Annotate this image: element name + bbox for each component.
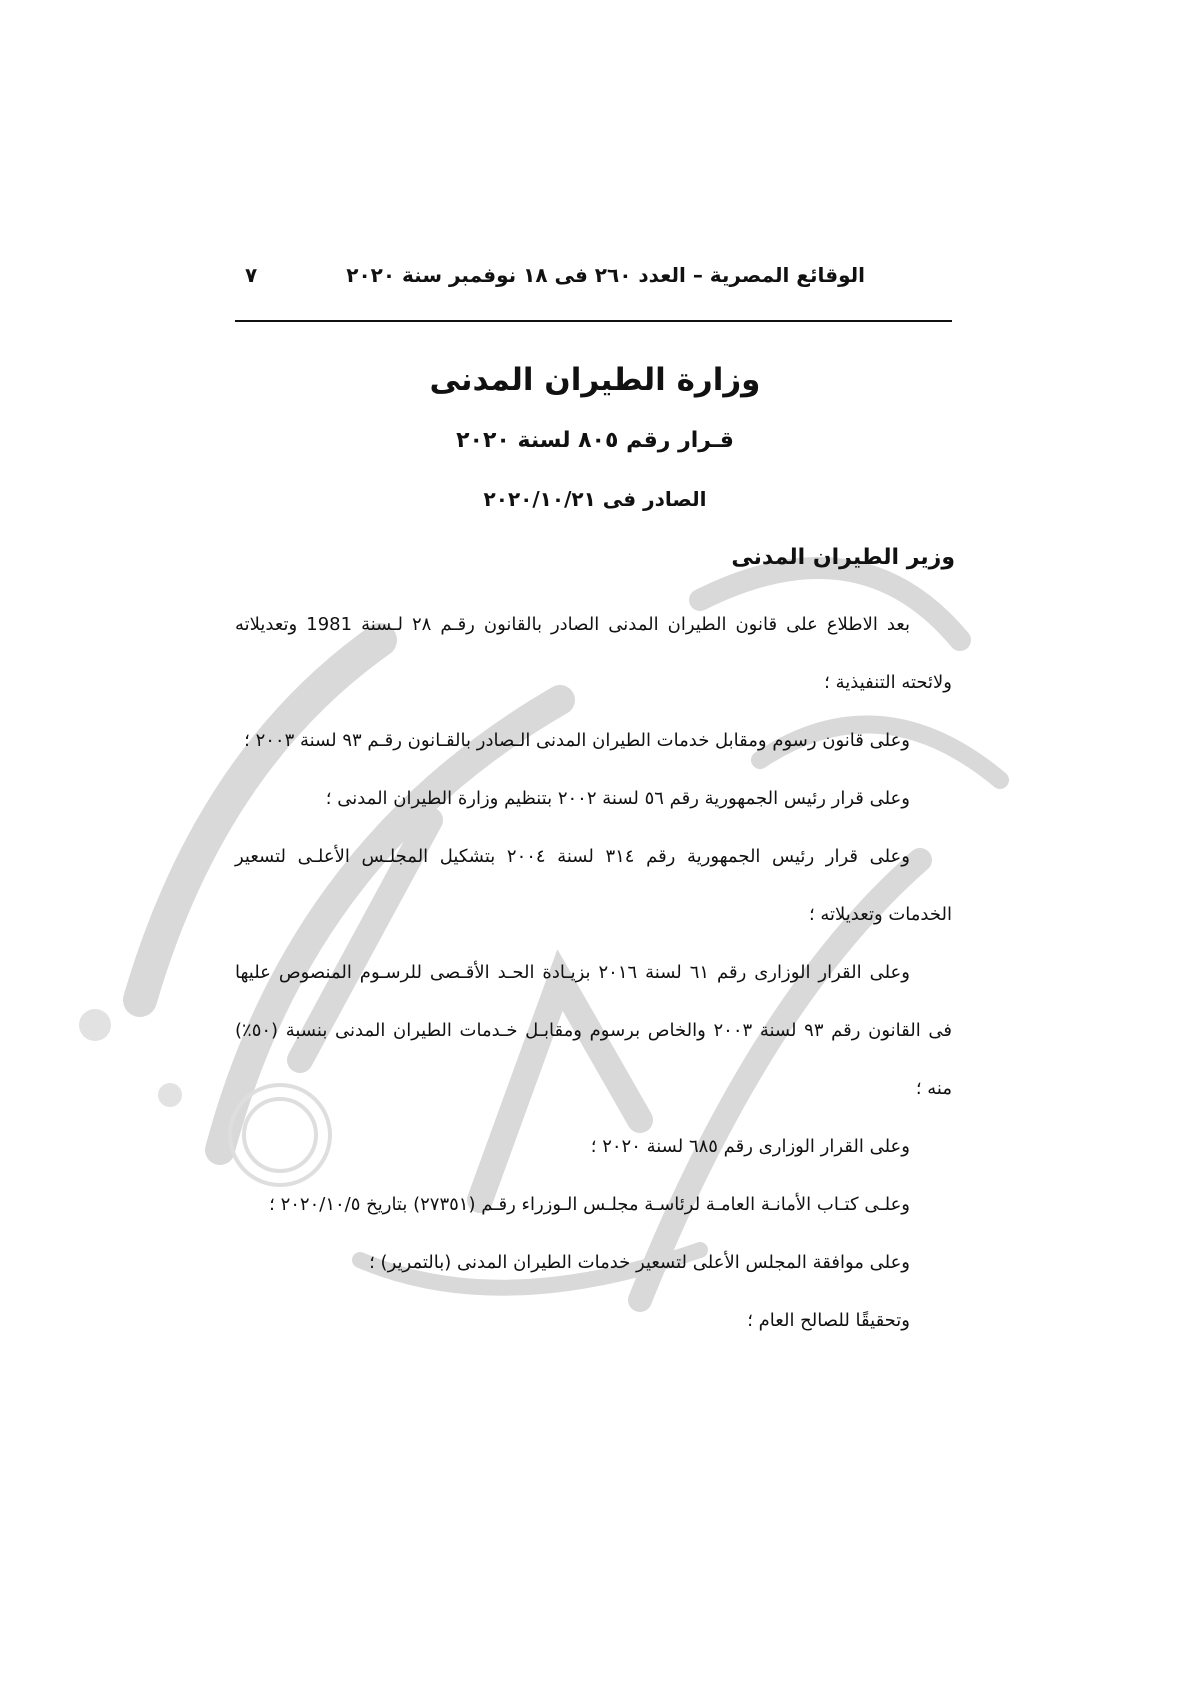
issue-date: الصادر فى ٢٠٢٠/١٠/٢١ [483,487,707,511]
paragraph: وعلى القرار الوزارى رقم ٦٨٥ لسنة ٢٠٢٠ ؛ [590,1136,910,1157]
gazette-header-text: الوقائع المصرية – العدد ٢٦٠ فى ١٨ نوفمبر سنة ٢٠٢٠ [346,263,865,287]
header-divider [235,320,952,322]
decree-number: قـرار رقم ٨٠٥ لسنة ٢٠٢٠ [456,428,734,453]
decree-preamble [235,596,952,1350]
page-number: ٧ [245,263,258,287]
paragraph: وعلى قرار رئيس الجمهورية رقم ٥٦ لسنة ٢٠٠٢ بتنظيم وزارة الطيران المدنى ؛ [325,788,910,809]
paragraph: وتحقيقًا للصالح العام ؛ [747,1310,910,1331]
paragraph: وعلى قانون رسوم ومقابل خدمات الطيران المدنى الـصادر بالقـانون رقـم ٩٣ لسنة ٢٠٠٣ ؛ [244,730,910,751]
paragraph: وعلى القرار الوزارى رقم ٦١ لسنة ٢٠١٦ بزيـادة الحـد الأقـصى للرسـوم المنصوص عليها فى القانون رقم ٩٣ لسنة ٢٠٠٣ والخاص برسوم ومقابـل خـدمات الطيران المدنى بنسبة (٥٠٪) منه ؛ [235,962,953,1099]
paragraph: وعلـى كتـاب الأمانـة العامـة لرئاسـة مجلـس الـوزراء رقـم (٢٧٣٥١) بتاريخ ٢٠٢٠/١٠/٥ ؛ [269,1194,910,1215]
paragraph: وعلى موافقة المجلس الأعلى لتسعير خدمات الطيران المدنى (بالتمرير) ؛ [369,1252,910,1273]
paragraph: وعلى قرار رئيس الجمهورية رقم ٣١٤ لسنة ٢٠٠٤ بتشكيل المجلـس الأعلـى لتسعير الخدمات وتعديلاته ؛ [235,846,952,925]
paragraph: بعد الاطلاع على قانون الطيران المدنى الصادر بالقانون رقـم ٢٨ لـسنة 1981 وتعديلاته ولائحته التنفيذية ؛ [235,614,952,693]
running-header [235,263,955,303]
ministry-title: وزارة الطيران المدنى [429,362,761,398]
minister-heading: وزير الطيران المدنى [731,545,955,570]
